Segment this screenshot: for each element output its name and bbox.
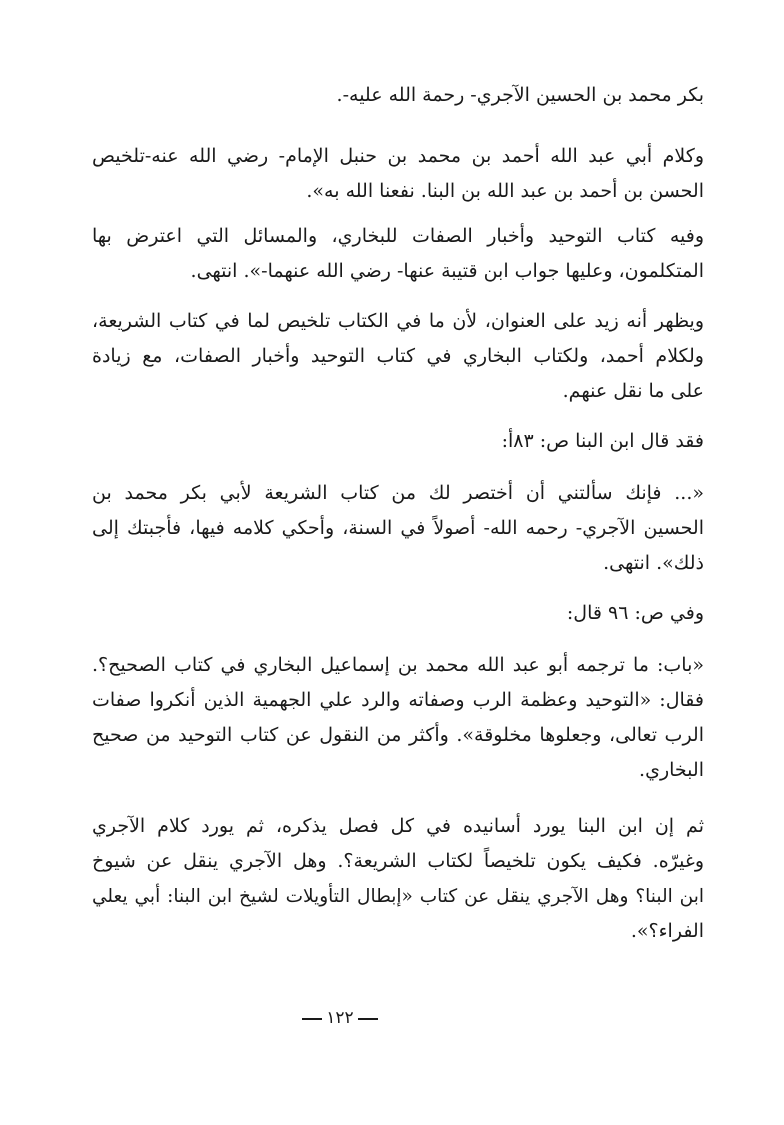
text-line: بكر محمد بن الحسين الآجري- رحمة الله عليه-. [336,84,704,106]
paragraph-2 [92,139,704,209]
text-line: «... فإنك سألتني أن أختصر لك من كتاب الشريعة لأبي بكر محمد بن [92,482,704,504]
text-line: وفيه كتاب التوحيد وأخبار الصفات للبخاري، والمسائل التي اعترض بها [92,225,704,247]
paragraph-8-quote [92,648,704,788]
text-line: فقال: «التوحيد وعظمة الرب وصفاته والرد علي الجهمية الذين أنكروا صفات [92,689,704,711]
text-line: الرب تعالى، وجعلوها مخلوقة». وأكثر من النقول عن كتاب التوحيد من صحيح [92,724,704,746]
text-line: البخاري. [639,759,704,781]
paragraph-3 [92,219,704,289]
text-line: وغيرّه. فكيف يكون تلخيصاً لكتاب الشريعة؟. وهل الآجري ينقل عن شيوخ [92,850,704,872]
text-line: وفي ص: ٩٦ قال: [566,602,704,624]
text-line: ولكلام أحمد، ولكتاب البخاري في كتاب التوحيد وأخبار الصفات، مع زيادة [92,345,704,367]
text-line: فقد قال ابن البنا ص: ٨٣أ: [501,430,704,452]
text-line: الفراء؟». [630,920,704,942]
text-line: ثم إن ابن البنا يورد أسانيده في كل فصل يذكره، ثم يورد كلام الآجري [92,815,704,837]
paragraph-4 [92,304,704,409]
text-line: المتكلمون، وعليها جواب ابن قتيبة عنها- رضي الله عنهما-». انتهى. [190,260,704,282]
page-number-dash-right [302,1018,322,1020]
text-line: «باب: ما ترجمه أبو عبد الله محمد بن إسماعيل البخاري في كتاب الصحيح؟. [92,654,704,676]
text-line: ابن البنا؟ وهل الآجري ينقل عن كتاب «إبطال التأويلات لشيخ ابن البنا: أبي يعلي [92,886,704,907]
text-line: وكلام أبي عبد الله أحمد بن محمد بن حنبل الإمام- رضي الله عنه-تلخيص [92,145,704,167]
text-line: الحسن بن أحمد بن عبد الله بن البنا. نفعنا الله به». [306,180,704,202]
text-line: على ما نقل عنهم. [562,380,704,402]
paragraph-5 [92,424,704,459]
paragraph-6-quote [92,476,704,581]
paragraph-1 [92,78,704,113]
page-number-value: ١٢٢ [326,1008,354,1028]
text-line: الحسين الآجري- رحمه الله- أصولاً في السنة، وأحكي كلامه فيها، فأجبتك إلى [92,517,704,539]
page-number [0,1008,680,1028]
text-line: ذلك». انتهى. [603,552,704,574]
paragraph-7 [92,596,704,631]
paragraph-9 [92,809,704,949]
text-line: ويظهر أنه زيد على العنوان، لأن ما في الكتاب تلخيص لما في كتاب الشريعة، [92,310,704,332]
page-number-dash-left [358,1018,378,1020]
